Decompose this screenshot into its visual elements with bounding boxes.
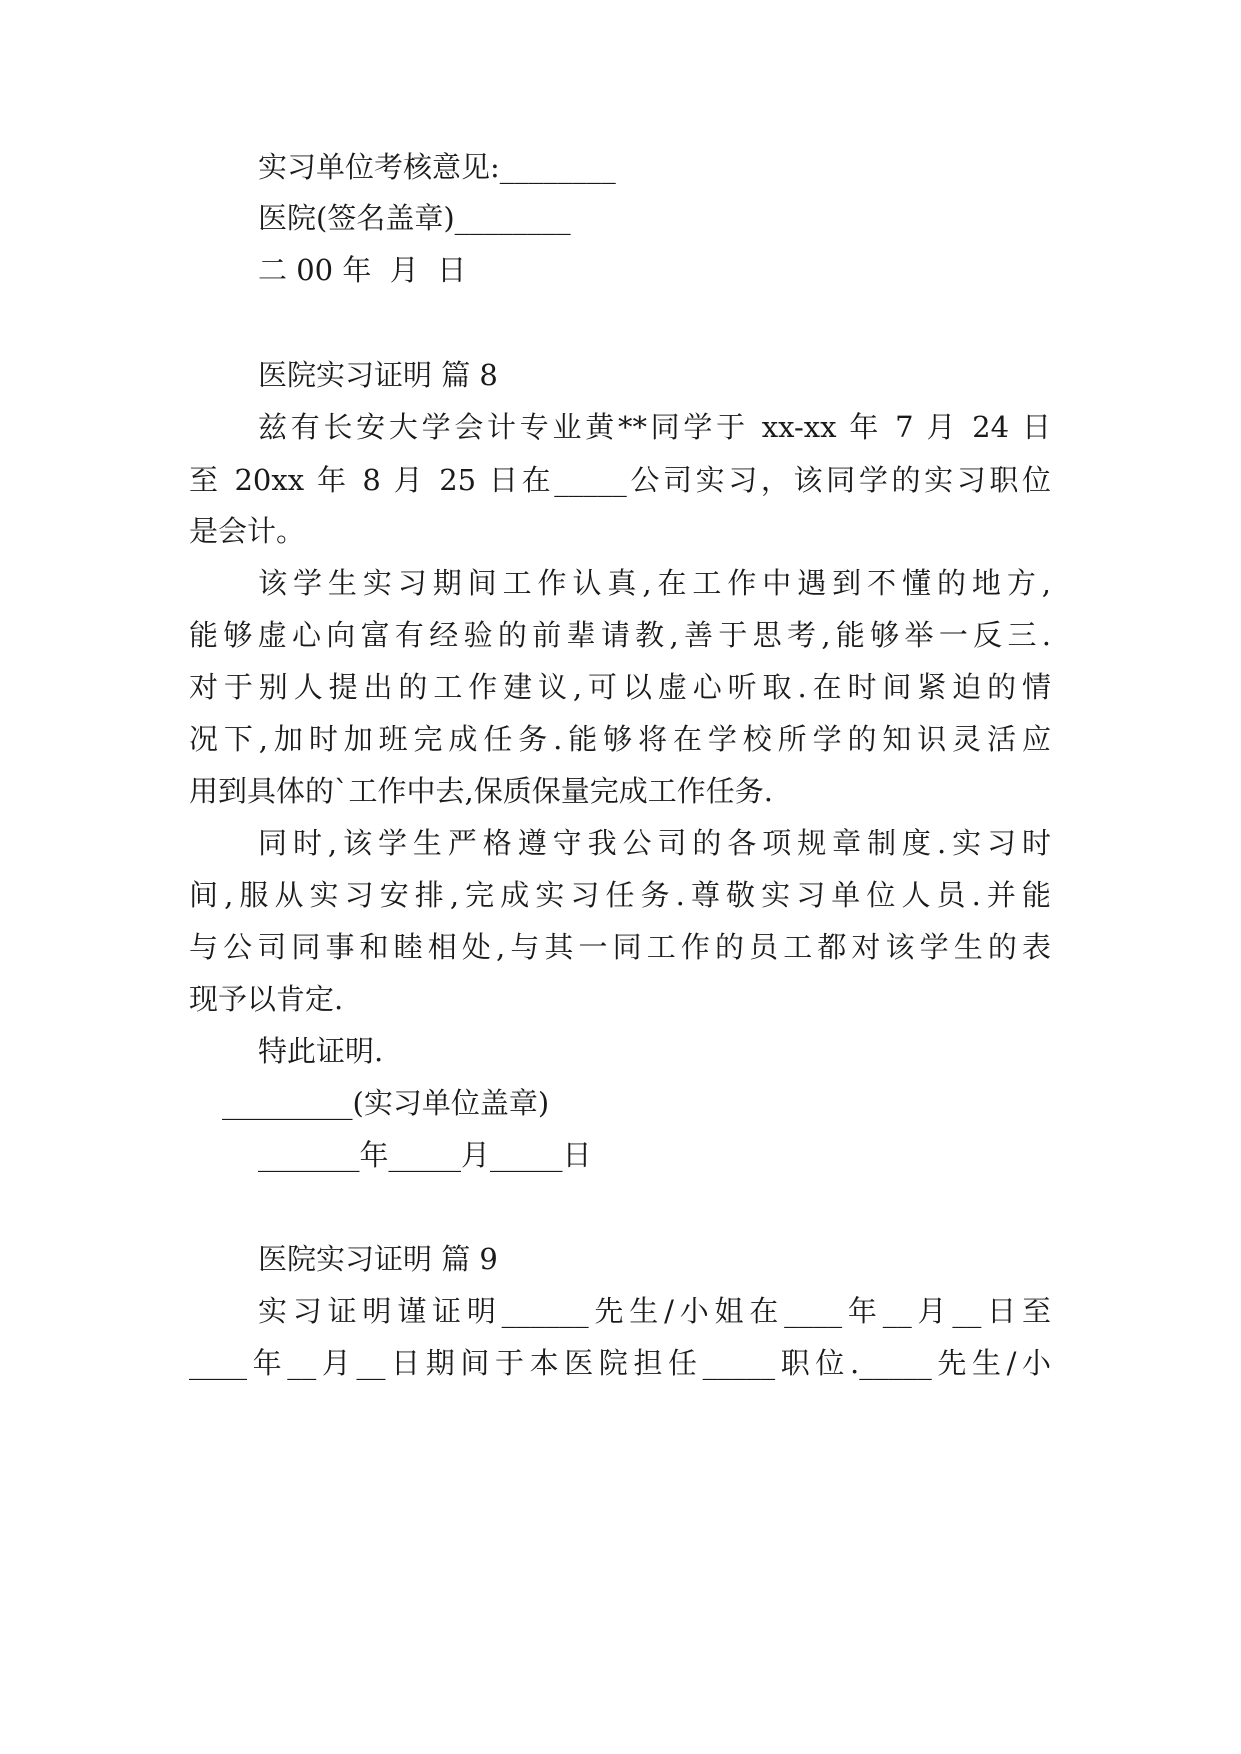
section-8-para1-line2: 至 20xx 年 8 月 25 日在_____公司实习，该同学的实习职位 — [189, 463, 1051, 497]
section-8-para2-line4: 况下,加时加班完成任务.能够将在学校所学的知识灵活应 — [189, 722, 1051, 756]
section-8-para1-line1: 兹有长安大学会计专业黄**同学于 xx-xx 年 7 月 24 日 — [258, 410, 1051, 444]
section-8-para2-line1: 该学生实习期间工作认真,在工作中遇到不懂的地方, — [258, 566, 1051, 600]
section-8-para3-line3: 与公司同事和睦相处,与其一同工作的员工都对该学生的表 — [189, 930, 1051, 964]
section-8-para2-line5: 用到具体的`工作中去,保质保量完成工作任务. — [189, 774, 773, 808]
section-8-heading: 医院实习证明 篇 8 — [258, 358, 498, 392]
section-8-date-line: _______年_____月_____日 — [258, 1138, 592, 1172]
hospital-signature-line: 医院(签名盖章)________ — [258, 201, 571, 235]
section-9-line2: ____年__月__日期间于本医院担任_____职位._____先生/小 — [189, 1346, 1051, 1380]
section-8-para1-line3: 是会计。 — [189, 514, 306, 548]
section-9-heading: 医院实习证明 篇 9 — [258, 1242, 498, 1276]
section-8-para2-line3: 对于别人提出的工作建议,可以虚心听取.在时间紧迫的情 — [189, 670, 1051, 704]
section-8-para3-line1: 同时,该学生严格遵守我公司的各项规章制度.实习时 — [258, 826, 1051, 860]
section-8-para2-line2: 能够虚心向富有经验的前辈请教,善于思考,能够举一反三. — [189, 618, 1051, 652]
appraisal-opinion-line: 实习单位考核意见:________ — [258, 150, 616, 184]
section-8-seal-line: _________(实习单位盖章) — [222, 1086, 550, 1120]
section-9-line1: 实习证明谨证明______先生/小姐在____年__月__日至 — [258, 1294, 1051, 1328]
section-8-para3-line4: 现予以肯定. — [189, 982, 344, 1016]
section-8-para3-line2: 间,服从实习安排,完成实习任务.尊敬实习单位人员.并能 — [189, 878, 1051, 912]
section-8-closing: 特此证明. — [258, 1034, 384, 1068]
appraisal-date-line: 二 00 年 月 日 — [258, 253, 467, 287]
